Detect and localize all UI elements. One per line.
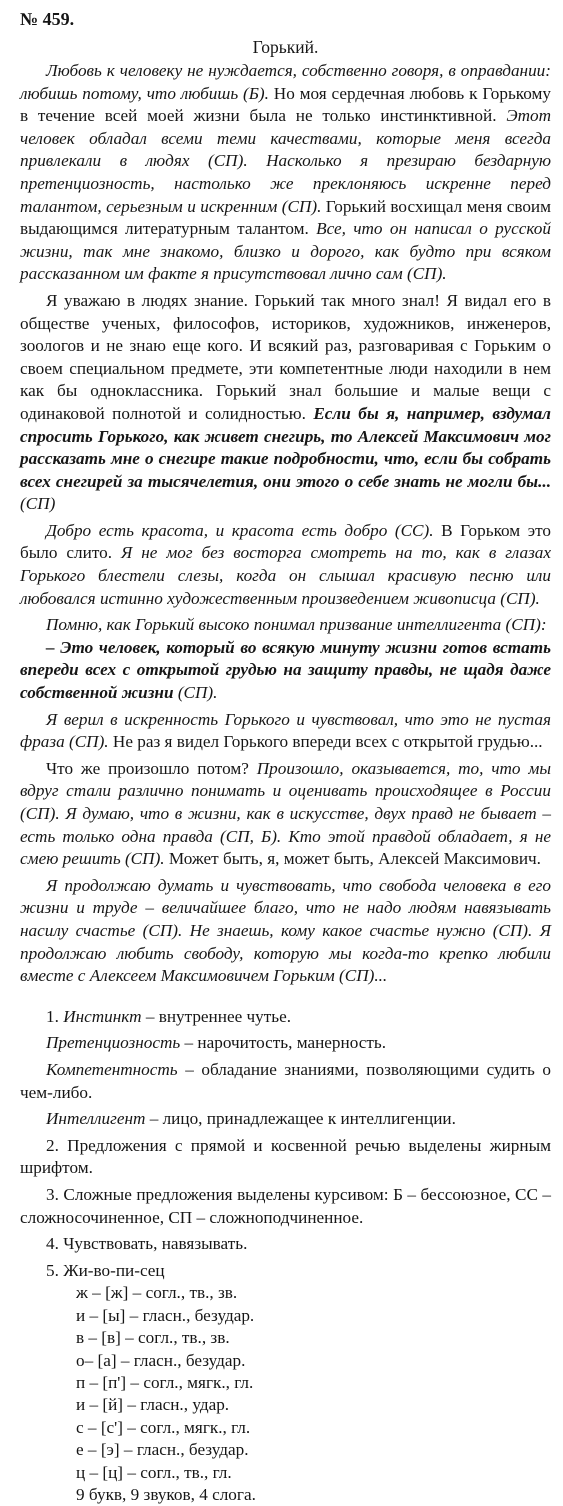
sentence: Помню, как Горький высоко понимал призвание интеллигента (СП): — [46, 615, 547, 635]
sentence: Но моя сердечная любовь к Горькому в течение всей моей жизни была не только инстинктивной. — [20, 83, 551, 126]
paragraph-2 — [20, 290, 551, 516]
paragraph-5 — [20, 637, 551, 705]
phonetic-line: о– [а] – гласн., безудар. — [76, 1350, 246, 1370]
note-definition: – внутреннее чутье. — [141, 1006, 292, 1026]
phonetic-line: и – [й] – гласн., удар. — [76, 1395, 230, 1415]
note-definition: – лицо, принадлежащее к интеллигенции. — [145, 1109, 456, 1129]
note-7: 4. Чувствовать, навязывать. — [46, 1234, 248, 1254]
phonetic-line: е – [э] – гласн., безудар. — [76, 1440, 249, 1460]
exercise-number: № 459. — [20, 9, 75, 29]
sentence: Горький восхищал меня своим выдающимся литературным талантом. — [20, 196, 551, 239]
paragraph-1 — [20, 60, 551, 286]
sentence: Если бы я, например, вздумал спросить Горького, как живет снегирь, то Алексей Максимович мог рассказать мне о снегире такие подробности, что, если бы собрать всех снегирей за тысячелетия, они этого о себе знать не могли бы... — [20, 403, 552, 491]
sentence: Этот человек обладал всеми теми качествами, которые меня всегда привлекали в людях (СП). Насколько я презираю бездарную претенциозность, настолько же преклоняюсь искренне перед талантом, серьезным и искренним (СП). — [20, 106, 551, 216]
phonetic-line: в – [в] – согл., тв., зв. — [76, 1328, 230, 1348]
paragraph-3 — [20, 520, 551, 610]
note-2 — [20, 1032, 551, 1055]
sentence: Произошло, оказывается, то, что мы вдруг стали различно понимать и оценивать происходящее в России (СП). Я думаю, что в жизни, как в искусстве, двух правд не бывает – есть только одна правда (СП, Б). Кто этой правдой обладает, я не смею решить (СП). — [20, 758, 552, 869]
text-title: Горький. — [252, 37, 319, 57]
sentence: Все, что он написал о русской жизни, так мне знакомо, близко и дорого, как будто при всяком рассказанном им факте я присутствовал лично сам (СП). — [20, 219, 551, 284]
note-5: 2. Предложения с прямой и косвенной речью выделены жирным шрифтом. — [20, 1135, 551, 1178]
sentence: Я продолжаю думать и чувствовать, что свобода человека в его жизни и труде – величайшее благо, что не надо людям навязывать насилу счастье (СП). Не знаешь, кому какое счастье нужно (СП). Я продолжаю любить свободу, которую мы когда-то крепко любили вместе с Алексеем Максимовичем Горьким (СП)... — [20, 875, 551, 986]
phonetic-line: с – [с'] – согл., мягк., гл. — [76, 1417, 251, 1437]
sentence: Любовь к человеку не нуждается, собственно говоря, в оправдании: любишь потому, что любишь (Б). — [20, 61, 551, 103]
sentence: – Это человек, который во всякую минуту жизни готов встать впереди всех с открытой грудью на защиту правды, не щадя даже собственной жизни — [20, 637, 551, 703]
notes-section — [20, 1006, 551, 1506]
note-definition: – обладание знаниями, позволяющими судить о чем-либо. — [20, 1059, 551, 1102]
paragraph-6 — [20, 709, 551, 754]
paragraph-4 — [20, 614, 551, 637]
note-3 — [20, 1059, 551, 1104]
note-term: Компетентность — [46, 1059, 178, 1079]
sentence: Что же произошло потом? — [46, 758, 257, 778]
phonetic-summary: 9 букв, 9 звуков, 4 слога. — [76, 1484, 256, 1504]
phonetic-line: и – [ы] – гласн., безудар. — [76, 1305, 255, 1325]
phonetic-line: п – [п'] – согл., мягк., гл. — [76, 1372, 254, 1392]
note-term: Претенциозность — [46, 1033, 181, 1053]
note-prefix: 1. — [46, 1006, 64, 1026]
paragraph-7 — [20, 758, 551, 871]
phonetic-analysis — [20, 1282, 551, 1506]
phonetic-line: ж – [ж] – согл., тв., зв. — [76, 1283, 238, 1303]
paragraph-8 — [20, 875, 551, 988]
sentence: Не раз я видел Горького впереди всех с открытой грудью... — [108, 732, 543, 752]
note-6: 3. Сложные предложения выделены курсивом: Б – бессоюзное, СС – сложносочиненное, СП – сложноподчиненное. — [20, 1184, 551, 1227]
sentence: Я не мог без восторга смотреть на то, как в глазах Горького блестели слезы, когда он слышал красивую песню или любовался истинно художественным произведением живописца (СП). — [20, 543, 551, 608]
sentence: Может быть, я, может быть, Алексей Максимович. — [164, 849, 541, 869]
sentence: Добро есть красота, и красота есть добро (СС). — [46, 520, 434, 540]
sentence: В Горьком это было слито. — [20, 520, 552, 563]
sentence: Я уважаю в людях знание. Горький так много знал! Я видал его в обществе ученых, философов, историков, художников, инженеров, зоологов и не знаю еще кого. И всякий раз, разговаривая с Горьким о своем специальном предмете, эти компетентные люди находили в нем как бы одноклассника. Горький знал большие и малые вещи с одинаковой полнотой и солидностью. — [20, 290, 551, 423]
note-term: Инстинкт — [63, 1006, 142, 1026]
note-1 — [20, 1006, 551, 1029]
note-term: Интеллигент — [46, 1109, 146, 1129]
sentence: (СП). — [173, 683, 218, 703]
note-definition: – нарочитость, манерность. — [180, 1033, 386, 1053]
note-4 — [20, 1108, 551, 1131]
sentence: (СП) — [20, 494, 56, 514]
sentence: Я верил в искренность Горького и чувствовал, что это не пустая фраза (СП). — [20, 709, 551, 752]
phonetic-word: 5. Жи-во-пи-сец — [46, 1260, 165, 1280]
phonetic-line: ц – [ц] – согл., тв., гл. — [76, 1462, 232, 1482]
